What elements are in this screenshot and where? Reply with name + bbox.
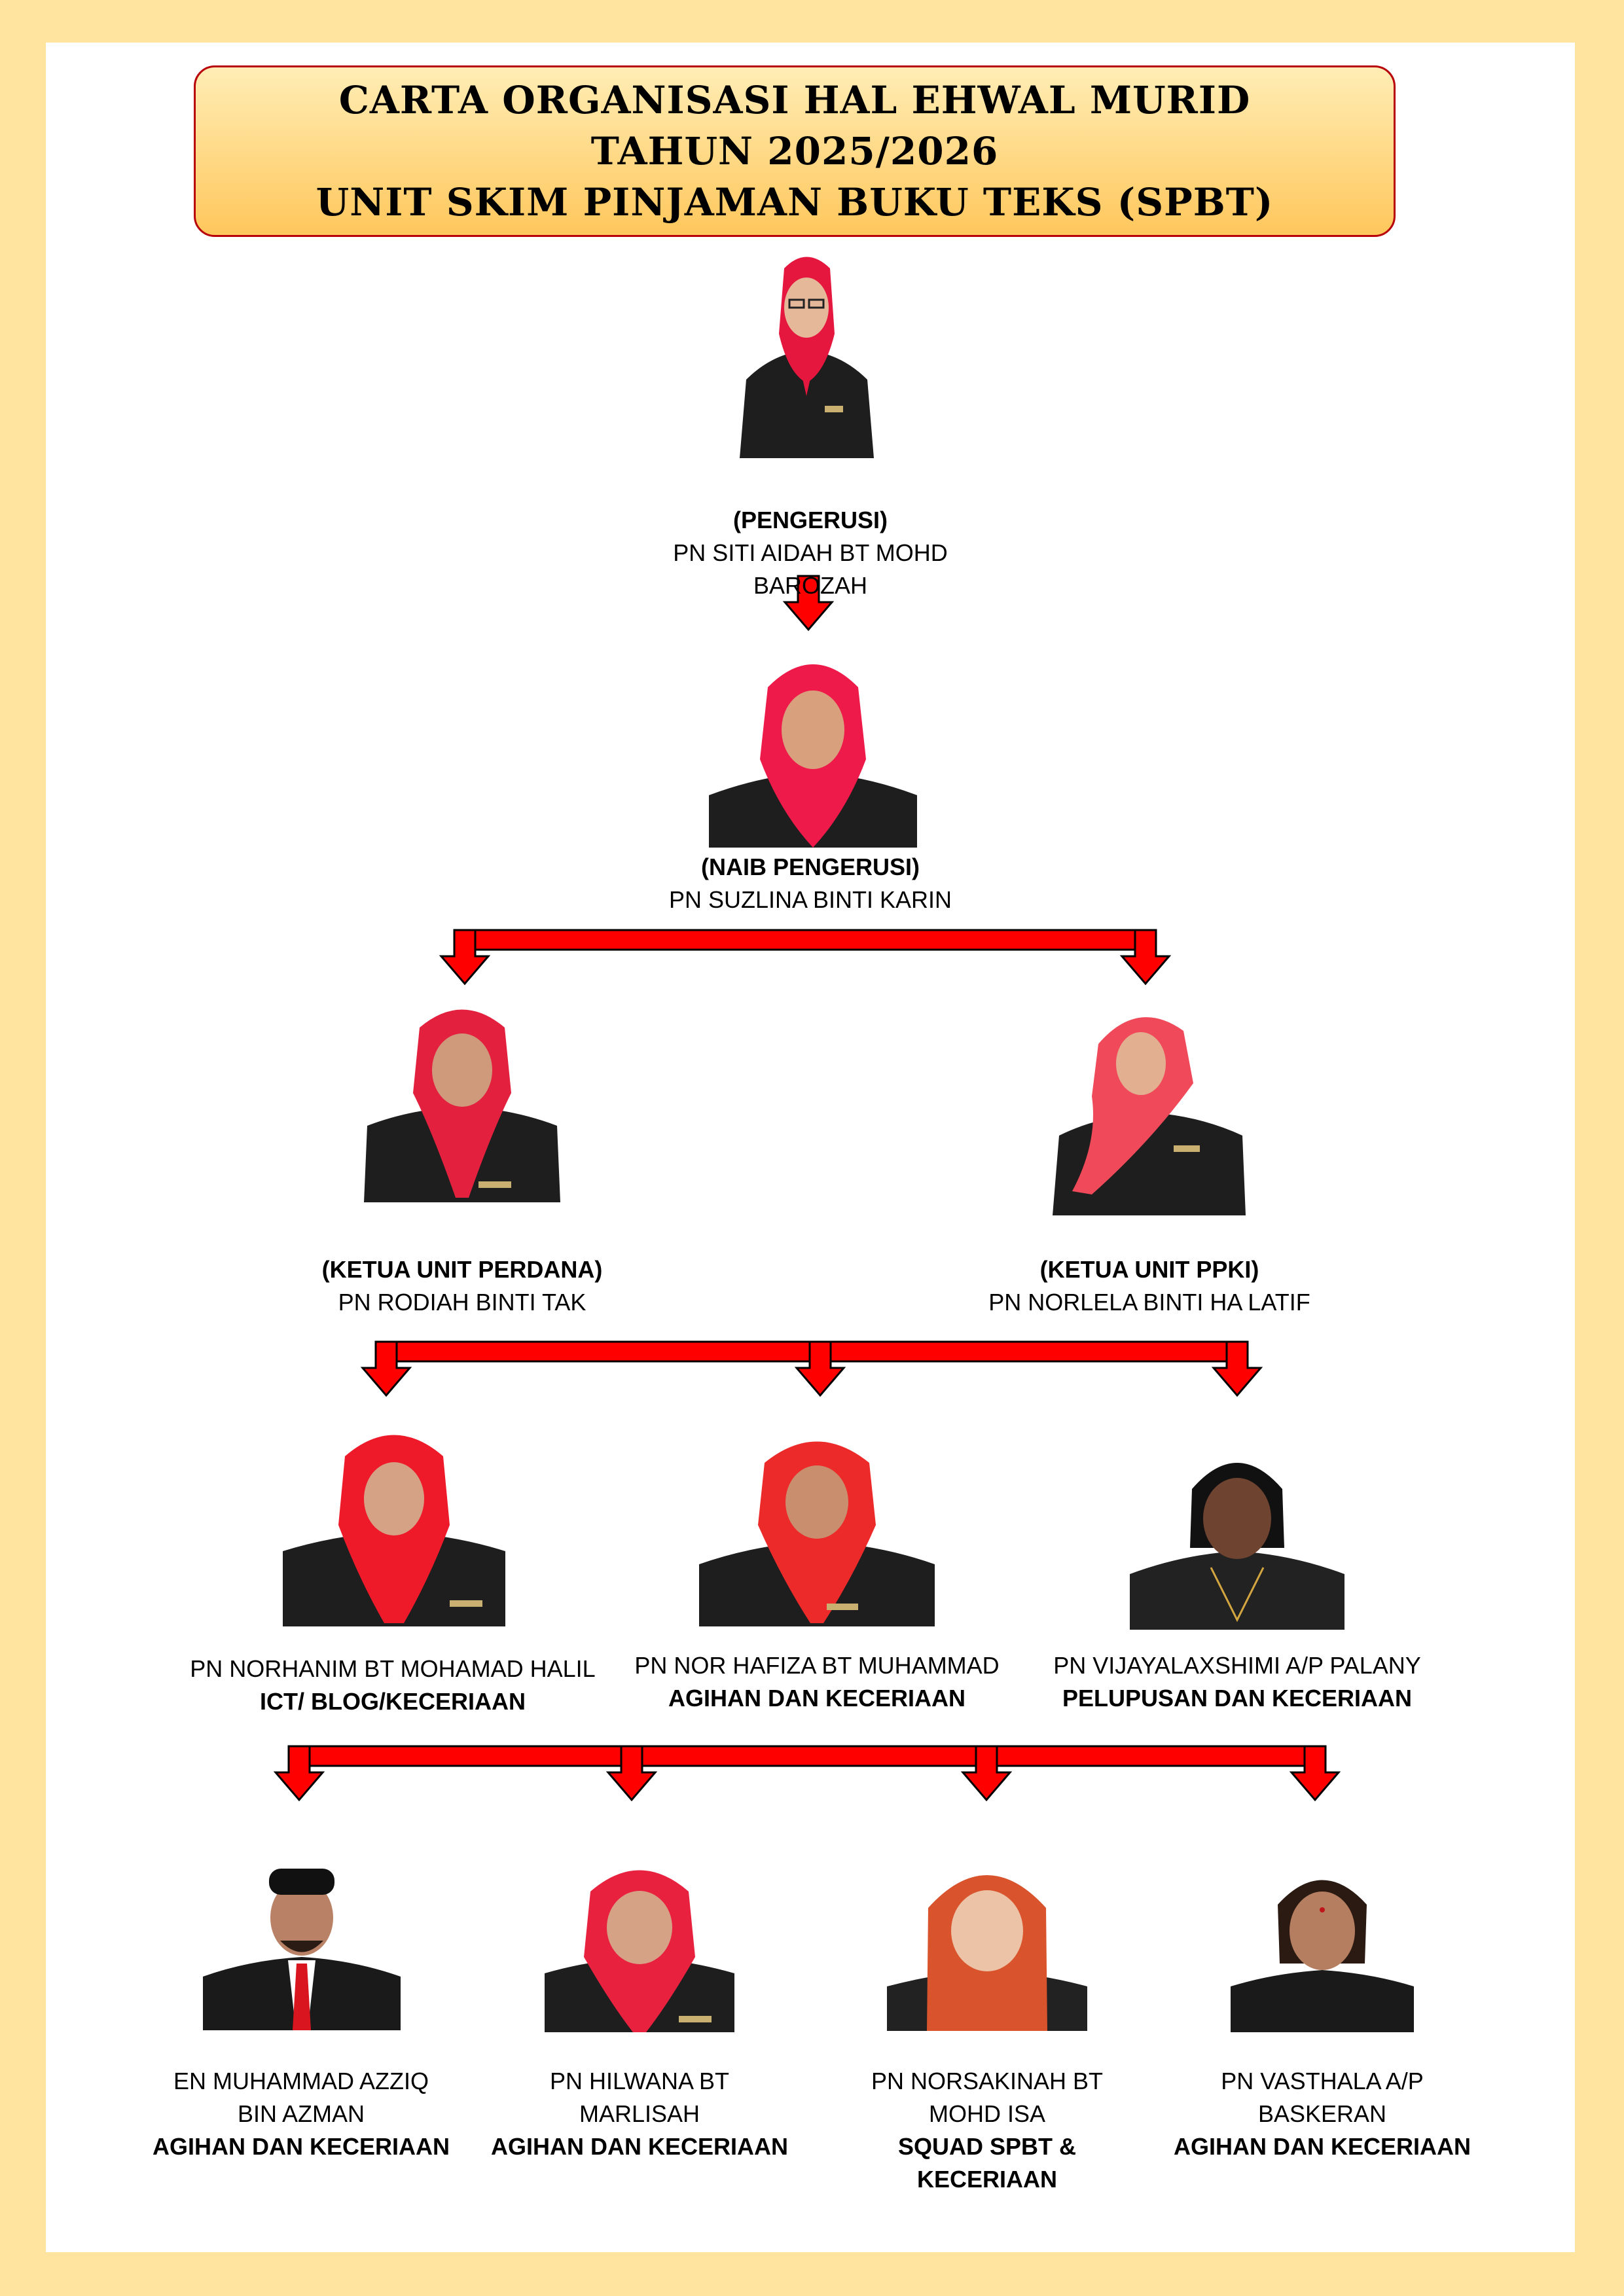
portrait-photo-woman-icon xyxy=(1130,1437,1344,1630)
portrait-photo-hijab-red-icon xyxy=(699,1427,935,1626)
member-name-line-1: PN HILWANA BT xyxy=(549,2068,730,2094)
title-line-1: CARTA ORGANISASI HAL EHWAL MURID xyxy=(338,78,1251,122)
role-title: (KETUA UNIT PPKI) xyxy=(1039,1256,1259,1283)
member-name-line-2: BIN AZMAN xyxy=(237,2100,365,2127)
chart-page xyxy=(46,43,1575,2252)
portrait-photo-man-icon xyxy=(203,1856,401,2030)
portrait-photo-hijab-red-icon xyxy=(545,1859,734,2032)
unit-head-perdana-label xyxy=(298,1253,626,1319)
member-name: PN VIJAYALAXSHIMI A/P PALANY xyxy=(1053,1652,1421,1679)
member-duty: SQUAD SPBT & KECERIAAN xyxy=(897,2133,1077,2193)
arrow-bar-tier4 xyxy=(276,1746,1339,1800)
member-duty: PELUPUSAN DAN KECERIAAN xyxy=(1062,1685,1413,1712)
member-name-line-2: MARLISAH xyxy=(579,2100,700,2127)
role-title: (PENGERUSI) xyxy=(732,507,888,533)
portrait-photo-hijab-red-icon xyxy=(733,242,880,458)
member-name-line-2: BASKERAN xyxy=(1257,2100,1387,2127)
tier4-member-2-label xyxy=(489,2065,790,2163)
member-name: PN NOR HAFIZA BT MUHAMMAD xyxy=(634,1652,1000,1679)
member-name: PN RODIAH BINTI TAK xyxy=(338,1289,586,1316)
member-name: PN SITI AIDAH BT MOHD BAROZAH xyxy=(673,539,948,599)
portrait-photo-hijab-red-icon xyxy=(283,1427,505,1626)
tier3-member-2-label xyxy=(621,1649,1013,1715)
member-duty: ICT/ BLOG/KECERIAAN xyxy=(259,1688,526,1715)
arrow-bar-tier3 xyxy=(363,1342,1261,1395)
portrait-photo-hijab-orange-icon xyxy=(887,1856,1087,2031)
title-line-2: TAHUN 2025/2026 xyxy=(590,129,999,173)
arrow-bar-tier2 xyxy=(441,930,1169,984)
tier4-member-1-label xyxy=(137,2065,465,2163)
member-duty: AGIHAN DAN KECERIAAN xyxy=(1173,2133,1471,2160)
tier3-member-1-label xyxy=(177,1653,609,1718)
portrait-photo-hijab-red-icon xyxy=(364,1001,560,1202)
member-duty: AGIHAN DAN KECERIAAN xyxy=(152,2133,450,2160)
role-title: (KETUA UNIT PERDANA) xyxy=(321,1256,603,1283)
vice-chairman-label xyxy=(614,851,1007,916)
tier4-member-3-label xyxy=(837,2065,1138,2196)
member-name-line-2: MOHD ISA xyxy=(928,2100,1045,2127)
portrait-photo-hijab-red-icon xyxy=(1053,998,1246,1215)
member-duty: AGIHAN DAN KECERIAAN xyxy=(668,1685,965,1712)
portrait-photo-woman-icon xyxy=(1231,1859,1414,2032)
title-line-3: UNIT SKIM PINJAMAN BUKU TEKS (SPBT) xyxy=(316,180,1274,224)
chairman-label xyxy=(614,504,1007,602)
member-name-line-1: EN MUHAMMAD AZZIQ xyxy=(173,2068,429,2094)
portrait-photo-hijab-red-icon xyxy=(709,648,917,848)
member-duty: AGIHAN DAN KECERIAAN xyxy=(490,2133,788,2160)
unit-head-ppki-label xyxy=(953,1253,1346,1319)
member-name: PN NORHANIM BT MOHAMAD HALIL xyxy=(190,1655,596,1682)
member-name: PN SUZLINA BINTI KARIN xyxy=(668,886,952,913)
member-name-line-1: PN VASTHALA A/P xyxy=(1221,2068,1424,2094)
tier3-member-3-label xyxy=(1028,1649,1447,1715)
tier4-member-4-label xyxy=(1163,2065,1481,2163)
member-name: PN NORLELA BINTI HA LATIF xyxy=(988,1289,1310,1316)
role-title: (NAIB PENGERUSI) xyxy=(700,853,920,880)
member-name-line-1: PN NORSAKINAH BT xyxy=(871,2068,1104,2094)
